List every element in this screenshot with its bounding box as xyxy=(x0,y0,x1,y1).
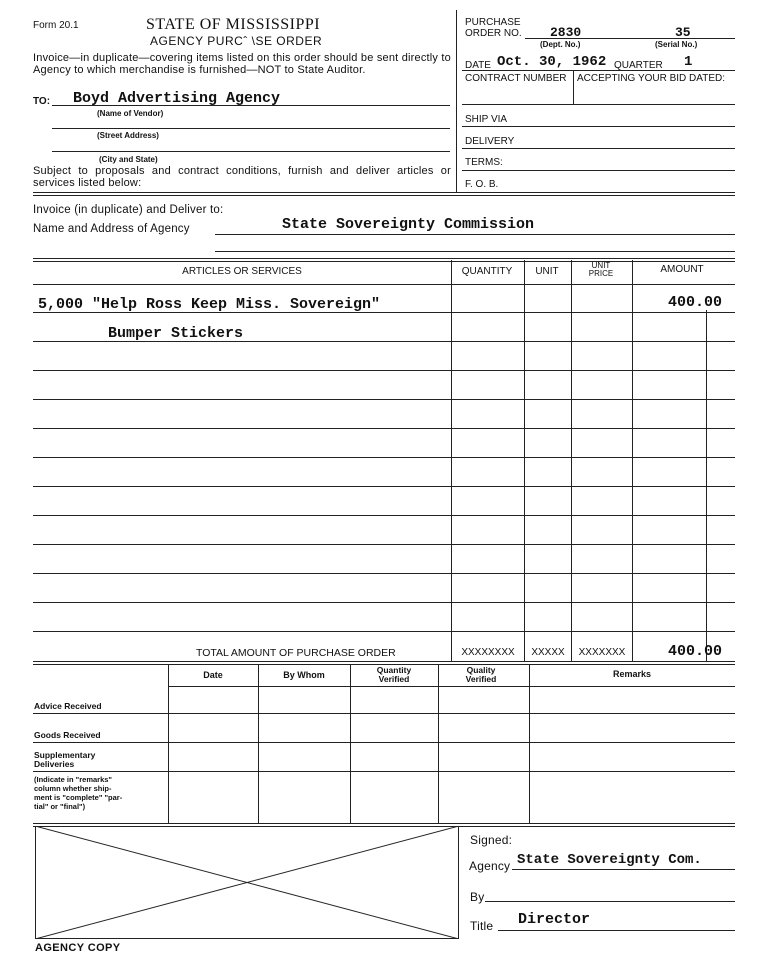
row-line xyxy=(33,602,735,603)
row-line xyxy=(33,631,735,632)
street-caption: (Street Address) xyxy=(97,131,159,140)
receipt-row-line xyxy=(33,771,735,772)
row-line xyxy=(33,573,735,574)
po-label-2: ORDER NO. xyxy=(465,28,522,39)
sig-agency-line xyxy=(512,869,735,870)
agency-line-2 xyxy=(215,251,735,252)
item-line-1: 5,000 "Help Ross Keep Miss. Sovereign" xyxy=(38,296,381,313)
contract-divider xyxy=(573,70,574,104)
po-line xyxy=(525,38,735,39)
ship-via-line xyxy=(462,126,735,127)
to-label: TO: xyxy=(33,96,51,107)
form-number: Form 20.1 xyxy=(33,20,79,31)
total-label: TOTAL AMOUNT OF PURCHASE ORDER xyxy=(196,647,396,659)
row-line xyxy=(33,341,735,342)
item-line-2: Bumper Stickers xyxy=(108,325,244,342)
receipt-header-quantity-verified: Quantity Verified xyxy=(376,665,412,684)
header-unit-price: UNIT PRICE xyxy=(588,261,614,278)
row-line xyxy=(33,428,735,429)
city-line xyxy=(52,151,450,152)
contract-line xyxy=(462,104,735,105)
header-quantity: QUANTITY xyxy=(461,266,513,277)
invoice-deliver-label: Invoice (in duplicate) and Deliver to: xyxy=(33,204,224,216)
receipt-header-line xyxy=(168,686,735,687)
dept-no: 2830 xyxy=(550,25,582,40)
city-caption: (City and State) xyxy=(99,155,158,164)
vendor-name: Boyd Advertising Agency xyxy=(73,90,281,107)
contract-label: CONTRACT NUMBER xyxy=(465,73,567,84)
quarter-value: 1 xyxy=(684,54,693,70)
header-articles: ARTICLES OR SERVICES xyxy=(182,266,302,277)
form-title: STATE OF MISSISSIPPI xyxy=(146,16,321,33)
delivery-line xyxy=(462,148,735,149)
row-goods-received: Goods Received xyxy=(34,730,101,740)
street-line xyxy=(52,128,450,129)
receipt-row-line xyxy=(33,713,735,714)
total-unit: XXXXX xyxy=(531,647,565,658)
date-line xyxy=(462,70,735,71)
ship-via-label: SHIP VIA xyxy=(465,114,508,125)
item-line-1-amount: 400.00 xyxy=(668,294,723,311)
row-line xyxy=(33,457,735,458)
terms-line xyxy=(462,170,735,171)
row-line xyxy=(33,399,735,400)
receipt-col-remarks xyxy=(529,664,530,824)
row-line xyxy=(33,515,735,516)
total-amount: 400.00 xyxy=(668,643,723,660)
sig-agency-value: State Sovereignty Com. xyxy=(517,852,702,868)
serial-caption: (Serial No.) xyxy=(655,40,698,49)
sig-by-line xyxy=(485,901,735,902)
receipt-col-quality xyxy=(438,664,439,824)
terms-label: TERMS: xyxy=(465,157,503,168)
delivery-label: DELIVERY xyxy=(465,136,515,147)
signed-label: Signed: xyxy=(470,833,513,847)
receipt-col-date xyxy=(168,664,169,824)
header-divider xyxy=(456,10,457,193)
header-amount: AMOUNT xyxy=(660,264,704,275)
receipt-col-quantity xyxy=(350,664,351,824)
bid-label: ACCEPTING YOUR BID DATED: xyxy=(577,73,725,84)
header-bottom-rule xyxy=(33,192,735,196)
vendor-name-line xyxy=(52,105,450,106)
receipt-header-quality-verified: Quality Verified xyxy=(465,665,497,684)
agency-address-label: Name and Address of Agency xyxy=(33,223,190,235)
date-label: DATE xyxy=(465,60,491,71)
sig-agency-label: Agency xyxy=(469,859,511,873)
date-value: Oct. 30, 1962 xyxy=(497,54,607,70)
quarter-label: QUARTER xyxy=(614,60,663,71)
fob-label: F. O. B. xyxy=(465,179,499,190)
agency-copy-label: AGENCY COPY xyxy=(35,942,121,954)
sig-title-label: Title xyxy=(470,919,494,933)
invoice-instructions: Invoice—in duplicate—covering items listed on this order should be sent directly to Agency to which merchandise is furnished—NOT to State Auditor. xyxy=(33,52,451,76)
receipt-header-remarks: Remarks xyxy=(612,669,652,679)
form-subtitle: AGENCY PURCˆ \SE ORDER xyxy=(150,34,323,48)
receipt-header-by-whom: By Whom xyxy=(283,670,325,680)
receipt-row-line xyxy=(33,742,735,743)
row-line xyxy=(33,370,735,371)
row-line xyxy=(33,312,735,313)
sig-title-value: Director xyxy=(518,911,591,928)
dept-caption: (Dept. No.) xyxy=(540,40,581,49)
receipt-col-by-whom xyxy=(258,664,259,824)
crossed-out-box xyxy=(35,826,459,939)
vendor-name-caption: (Name of Vendor) xyxy=(97,109,164,118)
receipt-header-date: Date xyxy=(203,670,223,680)
header-unit: UNIT xyxy=(535,266,559,277)
agency-address-value: State Sovereignty Commission xyxy=(282,216,535,233)
row-indicate-note: (Indicate in "remarks" column whether ship- ment is "complete" "par- tial" or "final") xyxy=(34,775,123,811)
subject-text: Subject to proposals and contract conditions, furnish and deliver articles or services listed below: xyxy=(33,165,451,189)
row-supplementary-deliveries: Supplementary Deliveries xyxy=(34,750,96,769)
serial-no: 35 xyxy=(675,25,691,40)
row-line xyxy=(33,486,735,487)
sig-by-label: By xyxy=(470,890,485,904)
total-quantity: XXXXXXXX xyxy=(461,647,515,658)
agency-line-1 xyxy=(215,234,735,235)
sig-title-line xyxy=(498,930,735,931)
items-header-line xyxy=(33,284,735,285)
po-label-1: PURCHASE xyxy=(465,17,521,28)
row-line xyxy=(33,544,735,545)
total-unit-price: XXXXXXX xyxy=(578,647,626,658)
row-advice-received: Advice Received xyxy=(34,701,102,711)
